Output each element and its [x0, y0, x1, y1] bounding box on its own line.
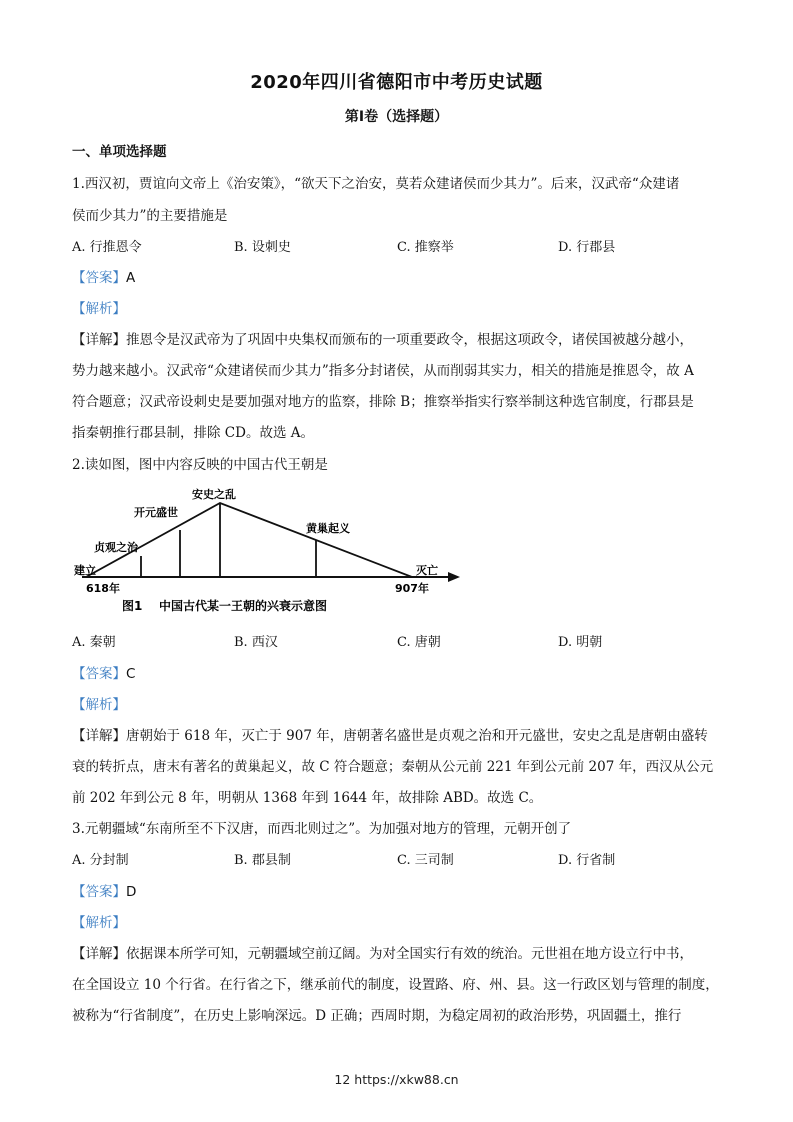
start-year-label: 618年 — [86, 582, 120, 595]
detail-label: 【详解】 — [72, 332, 126, 348]
q2-analysis-label: 【解析】 — [72, 697, 126, 713]
q3-option-c: C. 三司制 — [397, 853, 454, 868]
q3-option-b: B. 郡县制 — [234, 853, 291, 868]
event-zhenguan: 贞观之治 — [94, 541, 138, 554]
q2-option-a: A. 秦朝 — [72, 635, 116, 650]
event-founding: 建立 — [74, 564, 96, 577]
q2-detail-line-3: 前 202 年到公元 8 年，明朝从 1368 年到 1644 年，故排除 ABD。故选 C。 — [72, 790, 543, 806]
section-heading: 一、单项选择题 — [72, 144, 167, 160]
q1-detail-line-4: 指秦朝推行郡县制，排除 CD。故选 A。 — [72, 425, 314, 441]
event-anshi: 安史之乱 — [192, 488, 236, 501]
q3-answer — [72, 880, 136, 900]
q2-option-d: D. 明朝 — [558, 635, 603, 650]
q1-option-c: C. 推察举 — [397, 240, 454, 255]
q2-option-c: C. 唐朝 — [397, 635, 441, 650]
q1-answer-value: A — [126, 270, 136, 286]
q3-stem: 3.元朝疆域“东南所至不下汉唐，而西北则过之”。为加强对地方的管理，元朝开创了 — [72, 821, 572, 837]
answer-label: 【答案】 — [72, 884, 126, 900]
detail-label: 【详解】 — [72, 728, 126, 744]
q3-analysis-label: 【解析】 — [72, 915, 126, 931]
end-year-label: 907年 — [395, 582, 429, 595]
q3-detail-text-1: 依据课本所学可知，元朝疆域空前辽阔。为对全国实行有效的统治。元世祖在地方设立行中书， — [126, 946, 693, 962]
event-huangchao: 黄巢起义 — [306, 522, 350, 535]
page-subtitle: 第Ⅰ卷（选择题） — [344, 109, 449, 125]
dynasty-rise-fall-diagram — [72, 482, 472, 622]
q1-analysis-label: 【解析】 — [72, 301, 126, 317]
figure-caption: 图1 中国古代某一王朝的兴衰示意图 — [122, 599, 328, 613]
q2-answer — [72, 662, 135, 682]
q3-answer-value: D — [126, 884, 137, 900]
detail-label: 【详解】 — [72, 946, 126, 962]
event-kaiyuan: 开元盛世 — [134, 506, 178, 519]
page-title: 2020年四川省德阳市中考历史试题 — [250, 72, 543, 93]
q3-detail-line-3: 被称为“行省制度”，在历史上影响深远。D 正确；西周时期，为稳定周初的政治形势，巩固疆土，推行 — [72, 1008, 682, 1024]
q2-stem: 2.读如图，图中内容反映的中国古代王朝是 — [72, 457, 328, 473]
q1-option-a: A. 行推恩令 — [72, 240, 142, 255]
q1-detail-line-3: 符合题意；汉武帝设刺史是要加强对地方的监察，排除 B；推察举指实行察举制这种选官制度，行郡县是 — [72, 394, 694, 410]
q2-detail-line-1 — [72, 724, 722, 744]
answer-label: 【答案】 — [72, 666, 126, 682]
q2-answer-value: C — [126, 666, 136, 682]
axis-arrow — [448, 572, 460, 582]
q1-answer — [72, 266, 135, 286]
q3-option-a: A. 分封制 — [72, 853, 129, 868]
q1-detail-line-1 — [72, 328, 722, 348]
q2-detail-text-1: 唐朝始于 618 年，灭亡于 907 年，唐朝著名盛世是贞观之治和开元盛世，安史之乱是唐朝由盛转 — [126, 728, 708, 744]
event-fall: 灭亡 — [416, 564, 438, 577]
page-footer: 12 https://xkw88.cn — [334, 1072, 459, 1087]
q2-detail-line-2: 衰的转折点，唐末有著名的黄巢起义，故 C 符合题意；秦朝从公元前 221 年到公元前 207 年，西汉从公元 — [72, 759, 714, 775]
q1-stem-line-2: 侯而少其力”的主要措施是 — [72, 208, 228, 224]
q2-option-b: B. 西汉 — [234, 635, 278, 650]
q3-detail-line-1 — [72, 942, 722, 962]
q1-option-b: B. 设刺史 — [234, 240, 291, 255]
q1-stem-line-1: 1.西汉初，贾谊向文帝上《治安策》，“欲天下之治安，莫若众建诸侯而少其力”。后来，汉武帝“众建诸 — [72, 176, 680, 192]
q1-detail-text-1: 推恩令是汉武帝为了巩固中央集权而颁布的一项重要政令，根据这项政令，诸侯国被越分越小， — [126, 332, 693, 348]
q1-detail-line-2: 势力越来越小。汉武帝“众建诸侯而少其力”指多分封诸侯，从而削弱其实力，相关的措施是推恩令，故 A — [72, 363, 694, 379]
q1-option-d: D. 行郡县 — [558, 240, 616, 255]
answer-label: 【答案】 — [72, 270, 126, 286]
q3-option-d: D. 行省制 — [558, 853, 616, 868]
q3-detail-line-2: 在全国设立 10 个行省。在行省之下，继承前代的制度，设置路、府、州、县。这一行政区划与管理的制度， — [72, 977, 719, 993]
